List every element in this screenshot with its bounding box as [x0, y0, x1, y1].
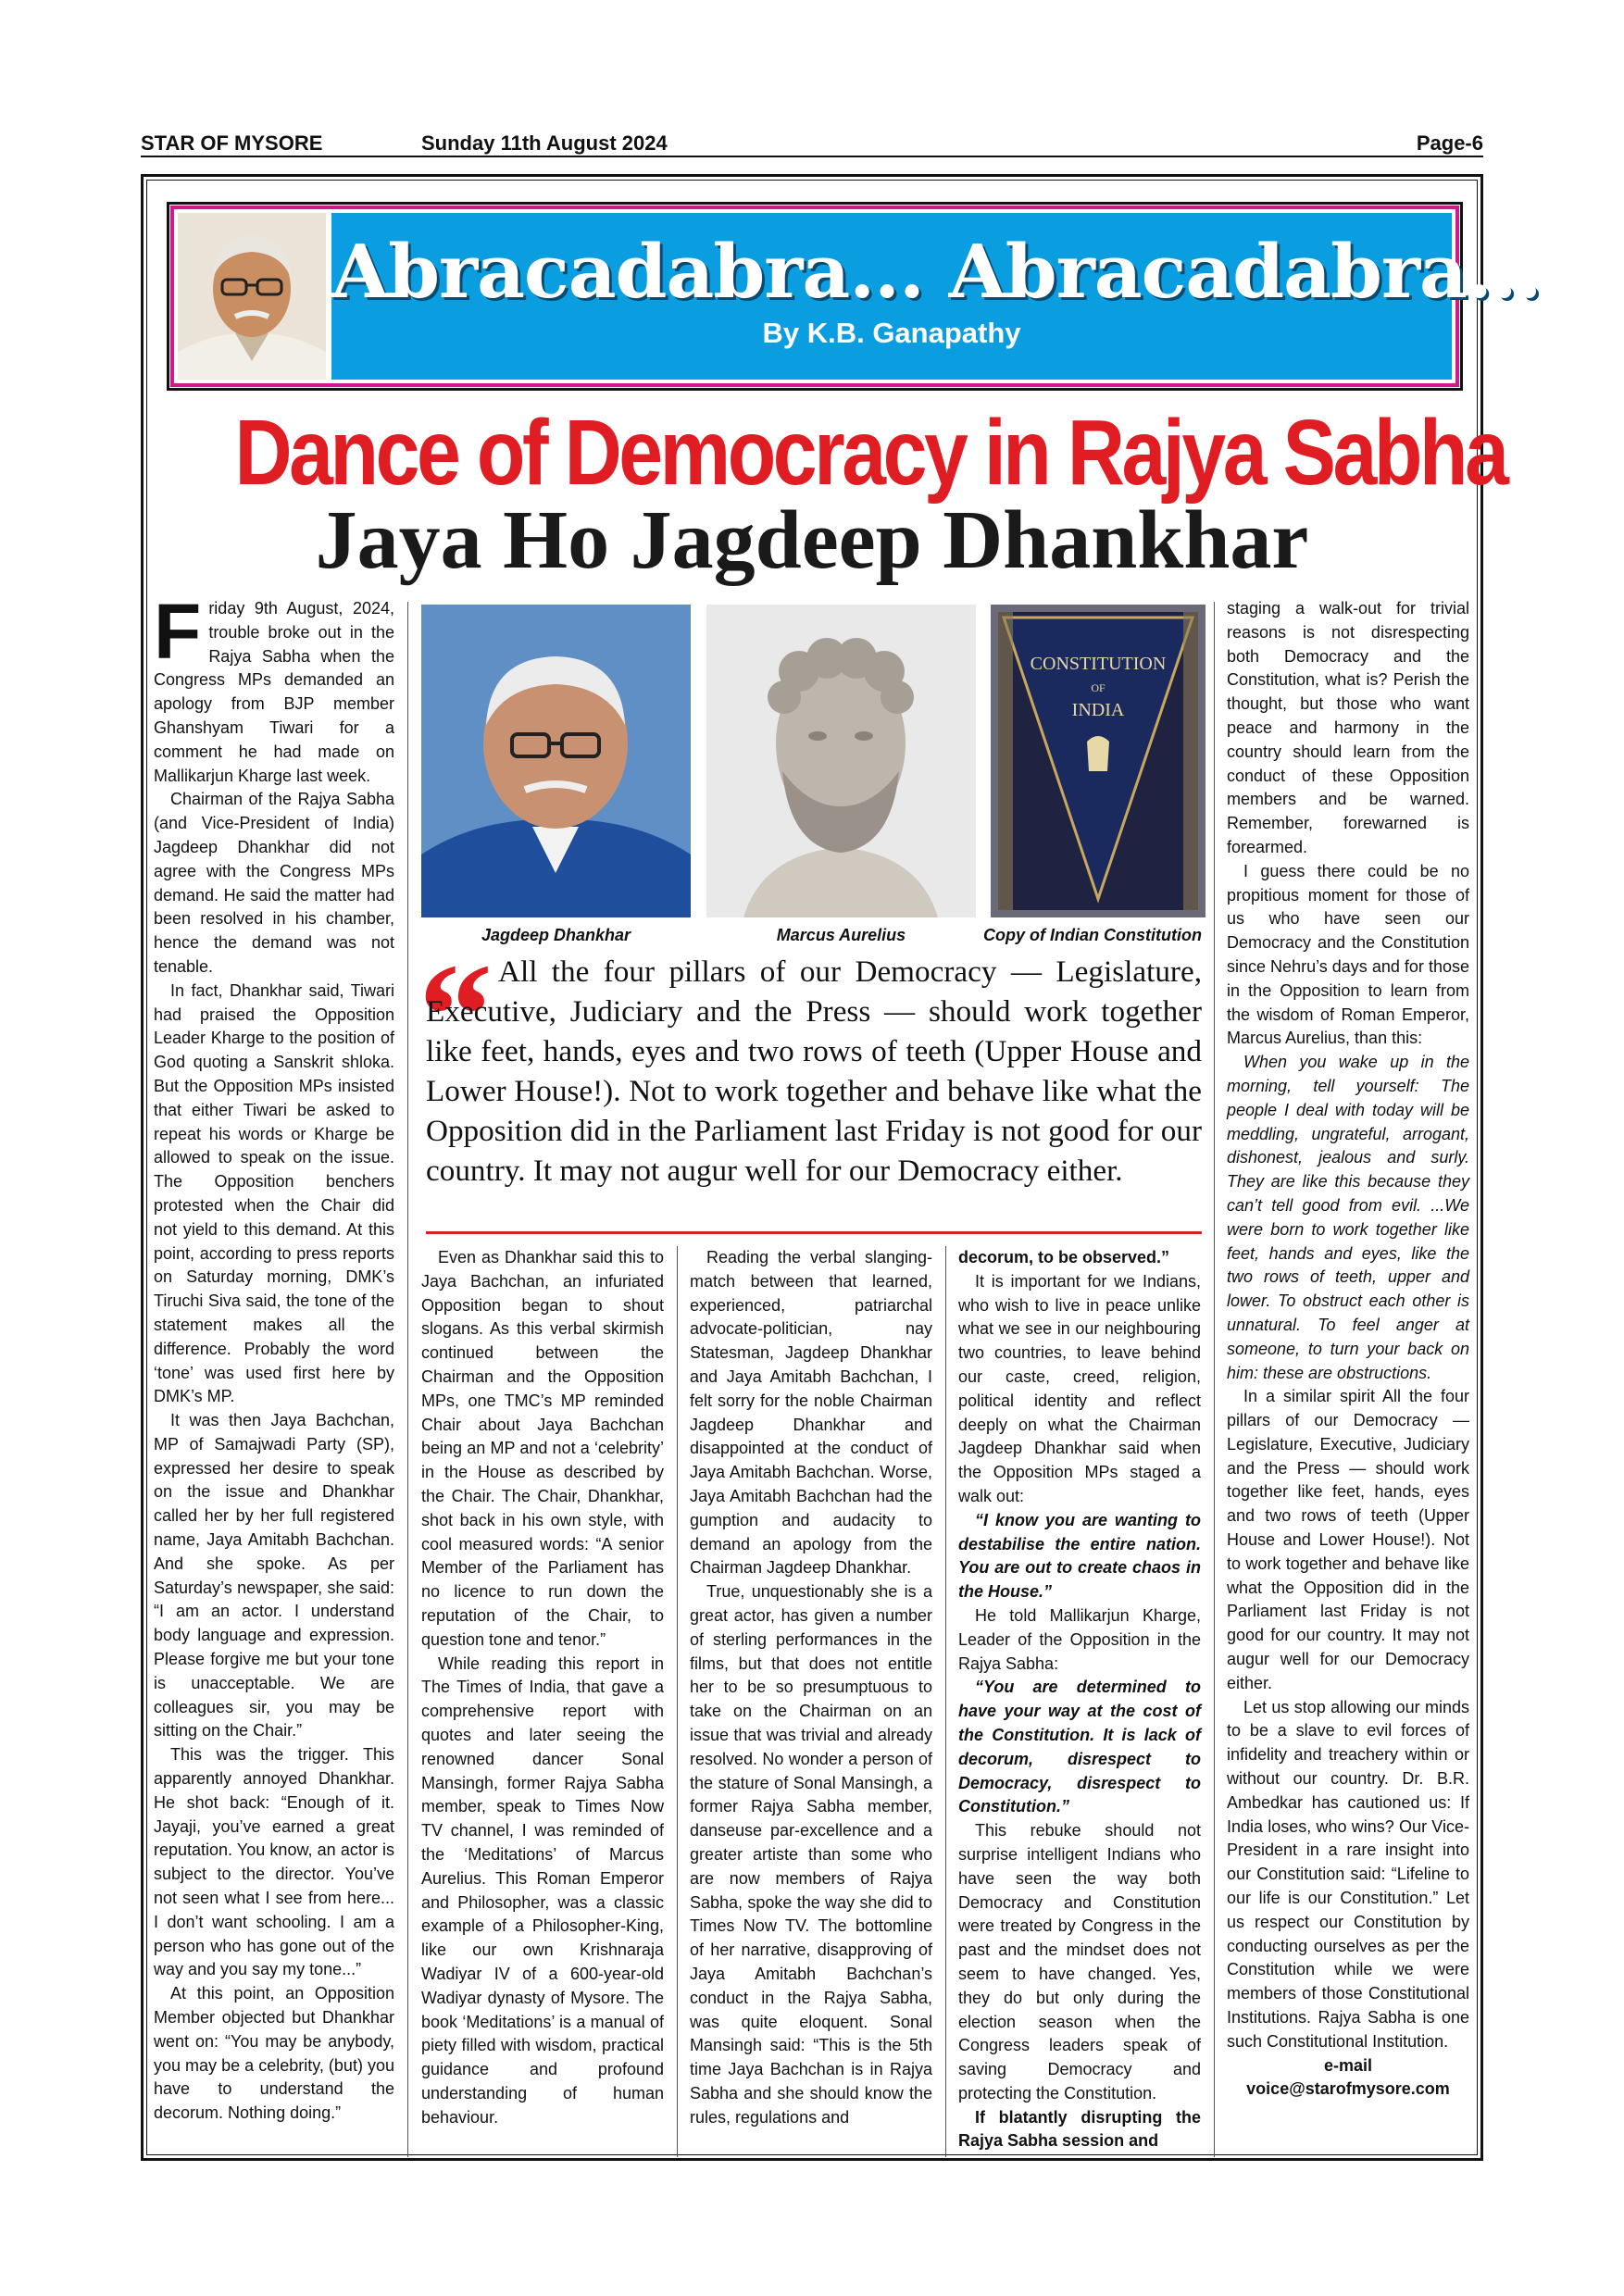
- cover-title-line1: CONSTITUTION: [1030, 654, 1167, 674]
- paragraph: At this point, an Opposition Member objected but Dhankhar went on: “You may be anybody, you may be a celebrity, (but) you have to understand the decorum. Nothing doing.”: [154, 1984, 394, 2123]
- paragraph: It is important for we Indians, who wish to live in peace unlike what we see in our neighbouring two countries, to leave behind our caste, creed, religion, political identity and reflect deeply on what the Chairman Jagdeep Dhankhar said when the Opposition MPs staged a walk out:: [958, 1271, 1201, 1505]
- paragraph: Reading the verbal slanging-match between that learned, experienced, patriarchal advocate-politician, nay Statesman, Jagdeep Dhankhar and Jaya Amitabh Bachchan, I felt sorry for the noble Chairman Jagdeep Dhankhar and disappointed at the conduct of Jaya Amitabh Bachchan. Worse, Jaya Amitabh Bachchan had the gumption and audacity to demand an apology from the Chairman Jagdeep Dhankhar.: [690, 1248, 932, 1578]
- column-rule: [407, 602, 408, 2157]
- caption-aurelius: Marcus Aurelius: [776, 926, 906, 944]
- column-rule: [945, 1246, 946, 2157]
- paragraph: He told Mallikarjun Kharge, Leader of the Opposition in the Rajya Sabha:: [958, 1605, 1201, 1673]
- paragraph: If blatantly disrupting the Rajya Sabha session and: [958, 2107, 1201, 2151]
- page-number: Page-6: [1416, 131, 1483, 155]
- sub-headline: Jaya Ho Jagdeep Dhankhar: [315, 494, 1309, 586]
- caption-constitution: Copy of Indian Constitution: [983, 926, 1202, 944]
- quote-paragraph: When you wake up in the morning, tell yourself: The people I deal with today will be meddling, ungrateful, arrogant, dishonest, jealous and surly. They are like this because they can’t tell good from evil. ...We were born to work together like feet, hands and eyes, like the two rows of teeth, upper and lower. To obstruct each other is unnatural. To feel anger at someone, to turn your back on him: these are obstructions.: [1227, 1053, 1469, 1382]
- issue-date: Sunday 11th August 2024: [421, 131, 668, 155]
- paragraph: Let us stop allowing our minds to be a slave to evil forces of infidelity and treachery within or without our country. Dr. B.R. Ambedkar has cautioned us: If India loses, who wins? Our Vice-President in a rare insight into our Constitution said: “Lifeline to our life is our Constitution.” Let us respect our Constitution by conducting ourselves as per the Constitution while we were members of those Constitutional Institutions. Rajya Sabha is one such Constitutional Institution.: [1227, 1697, 1469, 2051]
- publication-name: STAR OF MYSORE: [141, 131, 323, 155]
- photo-jagdeep-dhankhar: [421, 605, 691, 917]
- quote-mark-icon: “: [418, 932, 493, 1097]
- paragraph: I guess there could be no propitious moment for those of us who have seen our Democracy and the Constitution since Nehru’s days and for those in the Opposition to learn from the wisdom of Roman Emperor, Marcus Aurelius, than this:: [1227, 861, 1469, 1048]
- header-rule: [141, 156, 1483, 157]
- article-column-2: [421, 1246, 664, 2129]
- column-rule: [677, 1246, 678, 2157]
- paragraph-text: riday 9th August, 2024, trouble broke out in the Rajya Sabha when the Congress MPs demanded an apology from BJP member Ghanshyam Tiwari for a comment he had made on Mallikarjun Kharge last week.: [154, 599, 394, 785]
- caption-dhankhar: Jagdeep Dhankhar: [481, 926, 631, 944]
- article-column-3: [690, 1246, 932, 2129]
- drop-cap: F: [154, 588, 202, 675]
- headline: Dance of Democracy in Rajya Sabha: [234, 401, 1506, 505]
- photo-constitution: [991, 605, 1206, 917]
- column-title: Abracadabra... Abracadabra...: [331, 228, 1542, 315]
- pull-quote: [426, 952, 1202, 1191]
- email-address[interactable]: voice@starofmysore.com: [1246, 2079, 1450, 2099]
- cover-title-line2: OF: [1091, 681, 1106, 694]
- pull-quote-rule: [426, 1231, 1202, 1234]
- column-rule: [1214, 602, 1215, 2157]
- pull-quote-text: All the four pillars of our Democracy — Legislature, Executive, Judiciary and the Press — should work together like feet, hands, eyes and two rows of teeth (Upper House and Lower House!). Not to work together and behave like what the Opposition did in the Parliament last Friday is not good for our country. It may not augur well for our Democracy either.: [426, 955, 1202, 1188]
- paragraph: Even as Dhankhar said this to Jaya Bachchan, an infuriated Opposition began to shout slogans. As this verbal skirmish continued between the Chairman and the Opposition MPs, one TMC’s MP reminded Chair about Jaya Bachchan being an MP and not a ‘celebrity’ in the House as described by the Chair. The Chair, Dhankhar, shot back in his own style, with cool measured words: “A senior Member of the Parliament has no licence to run down the reputation of the Chair, to question tone and tenor.”: [421, 1248, 664, 1649]
- paragraph: It was then Jaya Bachchan, MP of Samajwadi Party (SP), expressed her desire to speak on the issue and Dhankhar called her by her full registered name, Jaya Amitabh Bachchan. And she spoke. As per Saturday’s newspaper, she said: “I am an actor. I understand body language and expression. Please forgive me but your tone is unacceptable. We are colleagues sir, you may be sitting on the Chair.”: [154, 1411, 394, 1741]
- paragraph: True, unquestionably she is a great actor, has given a number of sterling performances in the films, but that does not entitle her to be so presumptuous to take on the Chairman on an issue that was trivial and already resolved. No wonder a person of the stature of Sonal Mansingh, a former Rajya Sabha member, danseuse par-excellence and a greater artiste than some who are now members of Rajya Sabha, spoke the way she did to Times Now TV. The bottomline of her narrative, disapproving of Jaya Amitabh Bachchan’s conduct in the Rajya Sabha, was quite eloquent. Sonal Mansingh said: “This is the 5th time Jaya Bachchan is in Rajya Sabha and she should know the rules, regulations and: [690, 1582, 932, 2127]
- email-label: e-mail: [1323, 2055, 1373, 2075]
- paragraph: This was the trigger. This apparently annoyed Dhankhar. He shot back: “Enough of it. Jayaji, you’ve earned a great reputation. You know, an actor is subject to the director. You’ve not seen what I see from here... I don’t want schooling. I am a person who has gone out of the way and you say my tone...”: [154, 1745, 394, 1979]
- article-column-4: [958, 1246, 1201, 2153]
- photo-marcus-aurelius: [706, 605, 976, 917]
- paragraph: [154, 588, 394, 788]
- cover-title-line3: INDIA: [1071, 700, 1125, 720]
- emblem-icon: [1087, 736, 1109, 771]
- paragraph: In fact, Dhankhar said, Tiwari had praised the Opposition Leader Kharge to the position of God quoting a Sanskrit shloka. But the Opposition MPs insisted that either Tiwari be asked to repeat his words or Kharge be allowed to speak on the issue. The Opposition benchers protested when the Chair did not yield to this demand. At this point, according to press reports on Saturday morning, DMK’s Tiruchi Siva said, the tone of the statement makes all the difference. Probably the word ‘tone’ was used first here by DMK’s MP.: [154, 980, 394, 1406]
- paragraph: In a similar spirit All the four pillars of our Democracy — Legislature, Executive, Judiciary and the Press — should work together like feet, hands, eyes and two rows of teeth (Upper House and Lower House!). Not to work together and behave like what the Opposition did in the Parliament last Friday is not good for our country. It may not augur well for our Democracy either.: [1227, 1387, 1469, 1692]
- quote-paragraph: “You are determined to have your way at the cost of the Constitution. It is lack of decorum, disrespect to Democracy, disrespect to Constitution.”: [958, 1678, 1201, 1816]
- column-byline: By K.B. Ganapathy: [762, 317, 1021, 349]
- article-column-1: [154, 588, 394, 2126]
- article-column-5: [1227, 597, 1469, 2102]
- paragraph: Chairman of the Rajya Sabha (and Vice-President of India) Jagdeep Dhankhar did not agree with the Congress MPs demand. He said the matter had been resolved in his chamber, hence the demand was not tenable.: [154, 790, 394, 976]
- paragraph: staging a walk-out for trivial reasons is not disrespecting both Democracy and the Constitution, what is? Perish the thought, but those who want peace and harmony in the country should learn from the conduct of these Opposition members and be warned. Remember, forewarned is forearmed.: [1227, 599, 1469, 856]
- running-header: [141, 128, 1483, 157]
- author-photo: [178, 213, 326, 380]
- paragraph: While reading this report in The Times of India, that gave a comprehensive report with quotes and later seeing the renowned dancer Sonal Mansingh, former Rajya Sabha member, speak to Times Now TV channel, I was reminded of the ‘Meditations’ of Marcus Aurelius. This Roman Emperor and Philosopher, was a classic example of a Philosopher-King, like our own Krishnaraja Wadiyar IV of a 600-year-old Wadiyar dynasty of Mysore. The book ‘Meditations’ is a manual of piety filled with wisdom, practical guidance and profound understanding of human behaviour.: [421, 1653, 664, 2127]
- quote-paragraph: “I know you are wanting to destabilise the entire nation. You are out to create chaos in the House.”: [958, 1510, 1201, 1602]
- paragraph: decorum, to be observed.”: [958, 1248, 1170, 1267]
- paragraph: This rebuke should not surprise intelligent Indians who have seen the way both Democracy and Constitution were treated by Congress in the past and the mindset does not seem to have changed. Yes, they do but only during the election season when the Congress leaders speak of saving Democracy and protecting the Constitution.: [958, 1821, 1201, 2103]
